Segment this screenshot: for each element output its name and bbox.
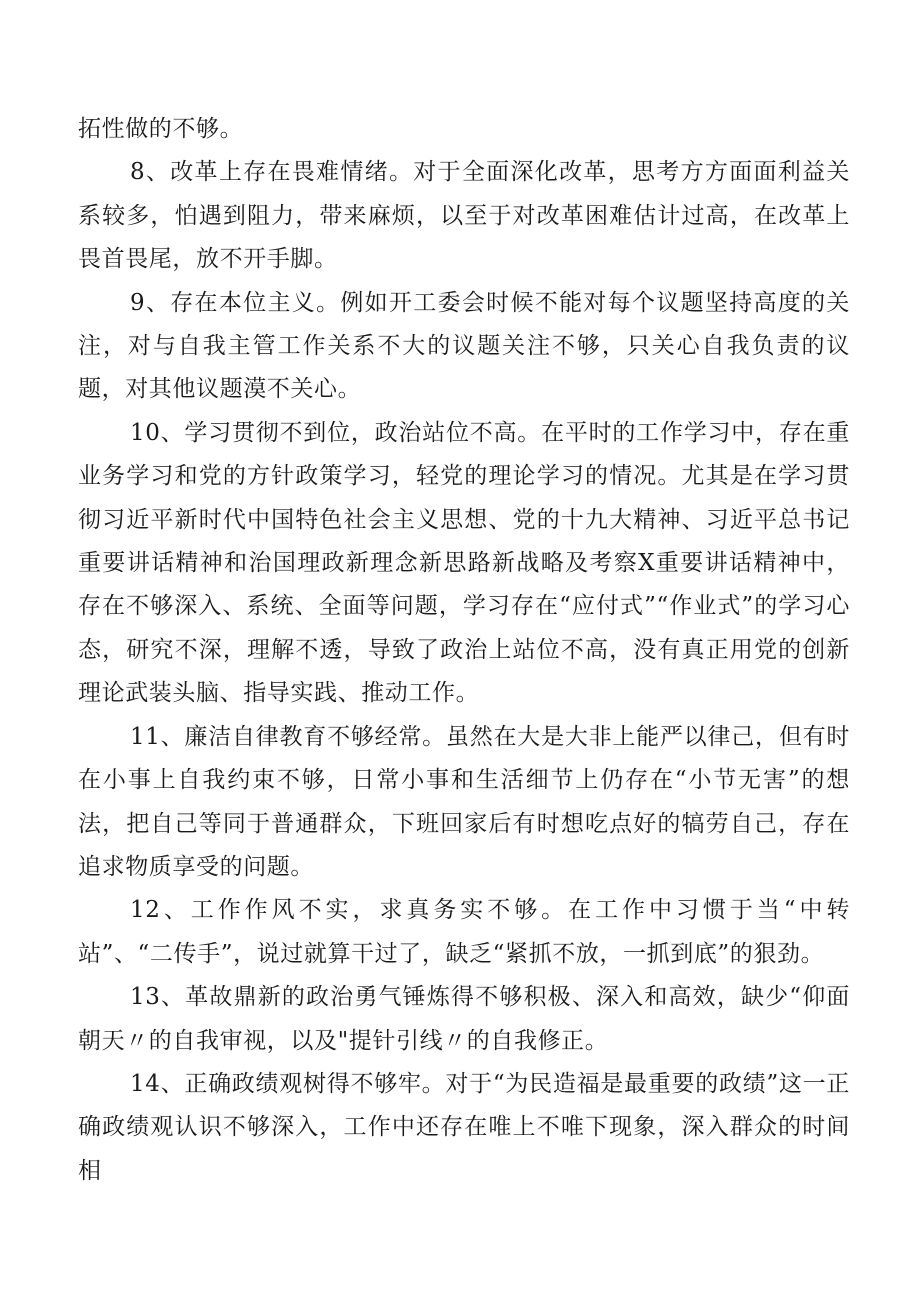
paragraph-item-14: 14、正确政绩观树得不够牢。对于“为民造福是最重要的政绩”这一正确政绩观认识不够深入，工作中还存在唯上不唯下现象，深入群众的时间相 bbox=[78, 1070, 850, 1184]
document-body bbox=[78, 108, 850, 1193]
paragraph-item-13: 13、革故鼎新的政治勇气锤炼得不够积极、深入和高效，缺少“仰面朝天〃的自我审视，以及"提针引线〃的自我修正。 bbox=[78, 984, 850, 1054]
paragraph-item-9: 9、存在本位主义。例如开工委会时候不能对每个议题坚持高度的关注，对与自我主管工作关系不大的议题关注不够，只关心自我负责的议题，对其他议题漠不关心。 bbox=[78, 289, 850, 403]
paragraph-item-8: 8、改革上存在畏难情绪。对于全面深化改革，思考方方面面利益关系较多，怕遇到阻力，带来麻烦，以至于对改革困难估计过高，在改革上畏首畏尾，放不开手脚。 bbox=[78, 159, 850, 273]
paragraph-continuation: 拓性做的不够。 bbox=[78, 116, 244, 142]
paragraph-item-11: 11、廉洁自律教育不够经常。虽然在大是大非上能严以律己，但有时在小事上自我约束不够，日常小事和生活细节上仍存在“小节无害”的想法，把自己等同于普通群众，下班回家后有时想吃点好的犒劳自己，存在追求物质享受的问题。 bbox=[78, 723, 850, 880]
paragraph-item-10: 10、学习贯彻不到位，政治站位不高。在平时的工作学习中，存在重业务学习和党的方针政策学习，轻党的理论学习的情况。尤其是在学习贯彻习近平新时代中国特色社会主义思想、党的十九大精神、习近平总书记重要讲话精神和治国理政新理念新思路新战略及考察X重要讲话精神中，存在不够深入、系统、全面等问题，学习存在“应付式”“作业式”的学习心态，研究不深，理解不透，导致了政治上站位不高，没有真正用党的创新理论武装头脑、指导实践、推动工作。 bbox=[78, 419, 850, 707]
paragraph-item-12: 12、工作作风不实，求真务实不够。在工作中习惯于当“中转站”、“二传手”，说过就算干过了，缺乏“紧抓不放，一抓到底”的狠劲。 bbox=[78, 897, 850, 967]
